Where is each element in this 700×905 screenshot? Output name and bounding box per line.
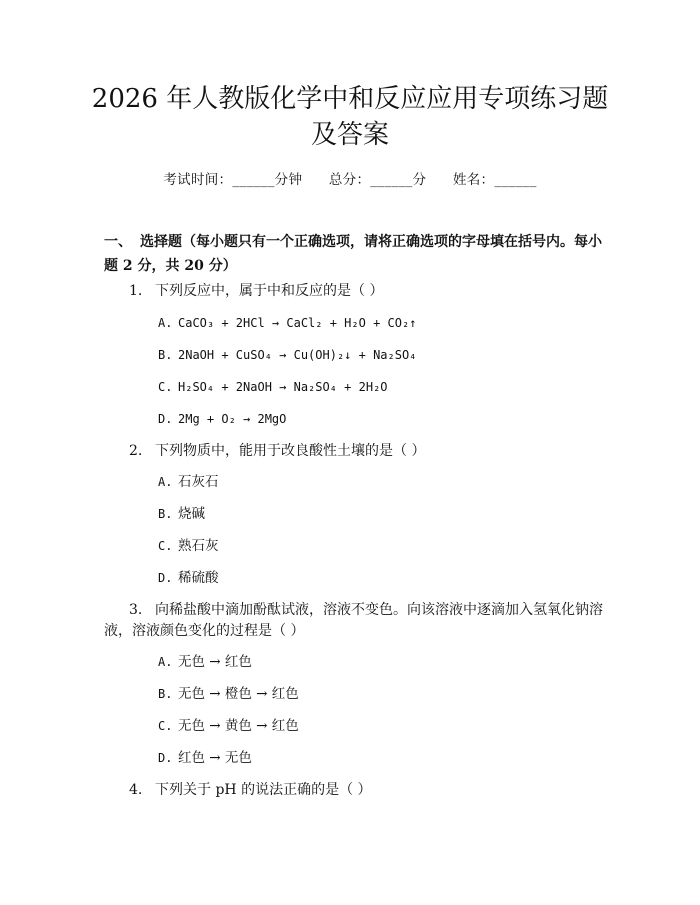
question-1 [104, 280, 604, 302]
option-text: 无色 → 橙色 → 红色 [178, 686, 299, 702]
exam-time-field: 考试时间：______分钟 [163, 172, 303, 188]
option-2c [158, 536, 598, 556]
name-field: 姓名：______ [452, 172, 537, 188]
question-3 [104, 599, 604, 621]
option-2a [158, 472, 598, 492]
option-3c [158, 716, 598, 736]
option-1a [158, 313, 598, 333]
title-line-1: 2026 年人教版化学中和反应应用专项练习题 [91, 84, 609, 114]
question-number: 3. [129, 602, 143, 618]
option-text: 熟石灰 [178, 538, 219, 554]
question-number: 2. [129, 443, 143, 459]
option-text: 2Mg + O₂ → 2MgO [178, 412, 287, 426]
option-3a [158, 652, 598, 672]
option-letter: D. [158, 571, 173, 585]
option-text: 烧碱 [178, 506, 205, 522]
option-letter: A. [158, 655, 173, 669]
question-stem: 下列物质中，能用于改良酸性土壤的是（ ） [155, 443, 426, 459]
question-stem-line-2: 液，溶液颜色变化的过程是（ ） [104, 623, 305, 639]
question-3-cont [104, 620, 604, 642]
question-stem: 下列关于 pH 的说法正确的是（ ） [155, 782, 372, 798]
option-1d [158, 409, 598, 429]
exam-meta [0, 168, 700, 188]
question-number: 4. [129, 782, 143, 798]
option-text: 稀硫酸 [178, 570, 219, 586]
option-letter: B. [158, 687, 173, 701]
question-number: 1. [129, 283, 143, 299]
section-heading [104, 230, 604, 278]
option-letter: B. [158, 507, 173, 521]
option-text: 石灰石 [178, 474, 219, 490]
option-3b [158, 684, 598, 704]
section-text: 选择题（每小题只有一个正确选项，请将正确选项的字母填在括号内。每小题 2 分，共 20 分） [104, 234, 602, 274]
option-text: 红色 → 无色 [178, 750, 252, 766]
option-text: 无色 → 红色 [178, 654, 252, 670]
question-4 [104, 779, 604, 801]
option-letter: C. [158, 539, 173, 553]
option-text: 2NaOH + CuSO₄ → Cu(OH)₂↓ + Na₂SO₄ [178, 348, 417, 362]
option-1b [158, 345, 598, 365]
option-2d [158, 568, 598, 588]
option-letter: C. [158, 719, 173, 733]
question-stem: 下列反应中，属于中和反应的是（ ） [155, 283, 384, 299]
option-letter: C. [158, 380, 173, 394]
option-text: H₂SO₄ + 2NaOH → Na₂SO₄ + 2H₂O [178, 380, 388, 394]
option-letter: A. [158, 316, 173, 330]
title-line-2: 及答案 [310, 120, 389, 150]
option-text: CaCO₃ + 2HCl → CaCl₂ + H₂O + CO₂↑ [178, 316, 417, 330]
question-2 [104, 440, 604, 462]
section-number: 一、 [104, 234, 132, 250]
option-3d [158, 748, 598, 768]
question-stem-line-1: 向稀盐酸中滴加酚酞试液，溶液不变色。向该溶液中逐滴加入氢氧化钠溶 [155, 602, 603, 618]
option-text: 无色 → 黄色 → 红色 [178, 718, 299, 734]
option-letter: B. [158, 348, 173, 362]
option-letter: D. [158, 412, 173, 426]
option-letter: A. [158, 475, 173, 489]
option-1c [158, 377, 598, 397]
option-2b [158, 504, 598, 524]
total-score-field: 总分：______分 [328, 172, 427, 188]
option-letter: D. [158, 751, 173, 765]
